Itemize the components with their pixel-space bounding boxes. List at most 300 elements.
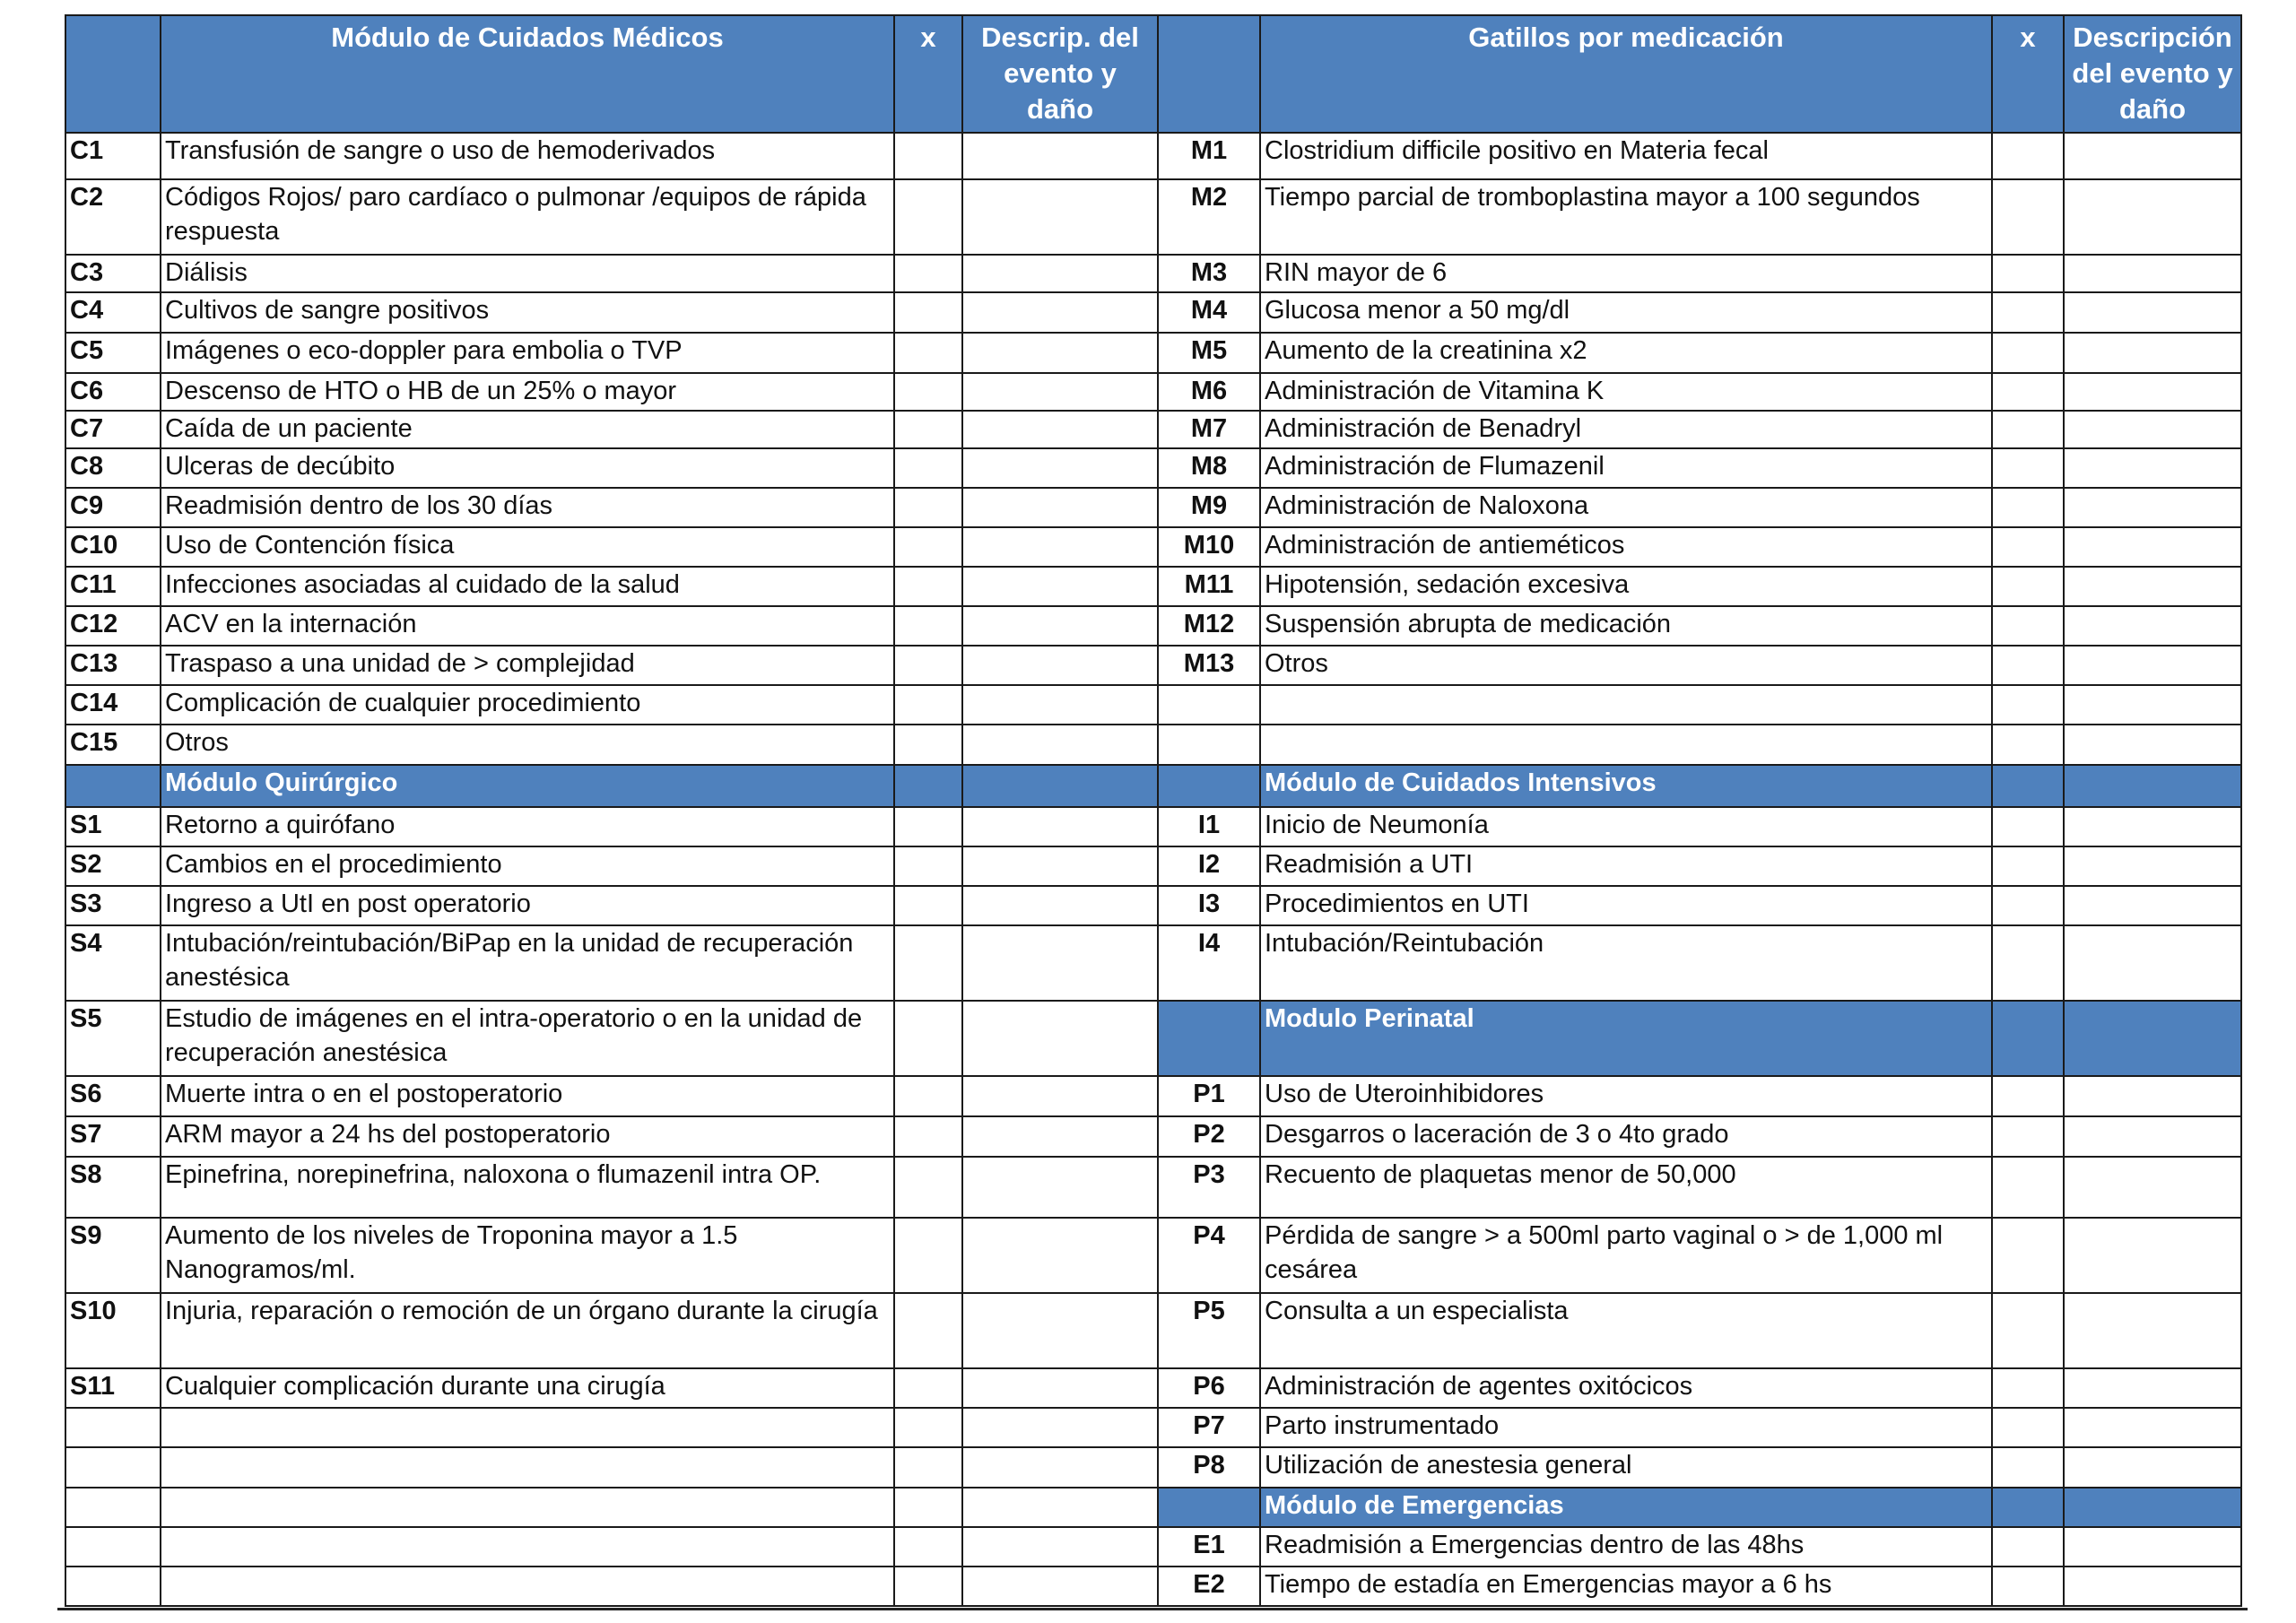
- empty-code-cell: [1158, 725, 1260, 765]
- trigger-code: S9: [65, 1218, 161, 1293]
- table-row: [65, 1488, 2241, 1527]
- event-description-cell[interactable]: [962, 1157, 1158, 1218]
- section-icu-x-cell: [1992, 765, 2064, 807]
- table-row: [65, 685, 2241, 725]
- table-row: [65, 807, 2241, 846]
- event-description-cell[interactable]: [962, 1293, 1158, 1368]
- trigger-description: Tiempo parcial de tromboplastina mayor a 100 segundos: [1260, 179, 1992, 255]
- section-surgical-code-cell: [65, 765, 161, 807]
- trigger-description: Complicación de cualquier procedimiento: [161, 685, 894, 725]
- event-description-cell[interactable]: [962, 1447, 1158, 1488]
- event-description-cell[interactable]: [2064, 1116, 2241, 1157]
- check-cell[interactable]: [1992, 1116, 2064, 1157]
- check-cell[interactable]: [1992, 685, 2064, 725]
- trigger-code: C6: [65, 373, 161, 411]
- trigger-description: Muerte intra o en el postoperatorio: [161, 1076, 894, 1116]
- check-cell[interactable]: [894, 179, 962, 255]
- trigger-description: Suspensión abrupta de medicación: [1260, 606, 1992, 646]
- trigger-code: C4: [65, 292, 161, 333]
- header-medical-title: Módulo de Cuidados Médicos: [161, 15, 894, 133]
- check-cell[interactable]: [894, 606, 962, 646]
- event-description-cell[interactable]: [962, 333, 1158, 373]
- check-cell[interactable]: [1992, 255, 2064, 292]
- trigger-description: Aumento de la creatinina x2: [1260, 333, 1992, 373]
- check-cell[interactable]: [894, 1076, 962, 1116]
- trigger-code: C14: [65, 685, 161, 725]
- trigger-code: M13: [1158, 646, 1260, 685]
- section-emergency-desc-cell: [2064, 1488, 2241, 1527]
- empty-code-cell: [65, 1447, 161, 1488]
- empty-code-cell: [65, 1408, 161, 1447]
- event-description-cell[interactable]: [2064, 1293, 2241, 1368]
- event-description-cell[interactable]: [962, 488, 1158, 527]
- trigger-code: M5: [1158, 333, 1260, 373]
- check-cell[interactable]: [894, 1408, 962, 1447]
- section-perinatal-x-cell: [1992, 1001, 2064, 1076]
- event-description-cell[interactable]: [962, 292, 1158, 333]
- section-icu-desc-cell: [2064, 765, 2241, 807]
- trigger-description: Parto instrumentado: [1260, 1408, 1992, 1447]
- event-description-cell[interactable]: [2064, 925, 2241, 1001]
- check-cell[interactable]: [1992, 1293, 2064, 1368]
- trigger-description: Administración de Benadryl: [1260, 411, 1992, 448]
- event-description-cell[interactable]: [2064, 725, 2241, 765]
- check-cell[interactable]: [1992, 925, 2064, 1001]
- section-icu-title: Módulo de Cuidados Intensivos: [1260, 765, 1992, 807]
- check-cell[interactable]: [1992, 527, 2064, 567]
- trigger-description: Otros: [161, 725, 894, 765]
- table-row: [65, 1527, 2241, 1567]
- header-left-x: x: [894, 15, 962, 133]
- trigger-table-sheet: [65, 14, 2240, 1607]
- check-cell[interactable]: [894, 448, 962, 488]
- header-row: [65, 15, 2241, 133]
- trigger-description: Intubación/reintubación/BiPap en la unidad de recuperación anestésica: [161, 925, 894, 1001]
- trigger-code: C10: [65, 527, 161, 567]
- check-cell[interactable]: [1992, 725, 2064, 765]
- trigger-code: M10: [1158, 527, 1260, 567]
- event-description-cell[interactable]: [2064, 846, 2241, 886]
- section-surgical-desc-cell: [962, 765, 1158, 807]
- empty-code-cell: [65, 1488, 161, 1527]
- trigger-description: Tiempo de estadía en Emergencias mayor a 6 hs: [1260, 1567, 1992, 1606]
- trigger-code: C2: [65, 179, 161, 255]
- event-description-cell[interactable]: [962, 411, 1158, 448]
- check-cell[interactable]: [894, 527, 962, 567]
- trigger-code: P8: [1158, 1447, 1260, 1488]
- trigger-code: C7: [65, 411, 161, 448]
- check-cell[interactable]: [1992, 1527, 2064, 1567]
- trigger-code: M7: [1158, 411, 1260, 448]
- trigger-code: S5: [65, 1001, 161, 1076]
- trigger-description: Ingreso a UtI en post operatorio: [161, 886, 894, 925]
- trigger-code: I3: [1158, 886, 1260, 925]
- trigger-description: Recuento de plaquetas menor de 50,000: [1260, 1157, 1992, 1218]
- trigger-description: Administración de antieméticos: [1260, 527, 1992, 567]
- trigger-description: Transfusión de sangre o uso de hemoderivados: [161, 133, 894, 179]
- trigger-description: ACV en la internación: [161, 606, 894, 646]
- trigger-code: M1: [1158, 133, 1260, 179]
- table-row: [65, 1293, 2241, 1368]
- trigger-description: Glucosa menor a 50 mg/dl: [1260, 292, 1992, 333]
- trigger-description: Descenso de HTO o HB de un 25% o mayor: [161, 373, 894, 411]
- event-description-cell[interactable]: [2064, 527, 2241, 567]
- trigger-code: P4: [1158, 1218, 1260, 1293]
- check-cell[interactable]: [894, 1488, 962, 1527]
- trigger-code: C3: [65, 255, 161, 292]
- trigger-description: Imágenes o eco-doppler para embolia o TVP: [161, 333, 894, 373]
- trigger-code: S6: [65, 1076, 161, 1116]
- trigger-code: M2: [1158, 179, 1260, 255]
- empty-description-cell: [161, 1567, 894, 1606]
- event-description-cell[interactable]: [2064, 1218, 2241, 1293]
- check-cell[interactable]: [1992, 1447, 2064, 1488]
- trigger-code: C9: [65, 488, 161, 527]
- check-cell[interactable]: [894, 1293, 962, 1368]
- trigger-description: RIN mayor de 6: [1260, 255, 1992, 292]
- empty-code-cell: [1158, 685, 1260, 725]
- trigger-description: Epinefrina, norepinefrina, naloxona o flumazenil intra OP.: [161, 1157, 894, 1218]
- trigger-code: C1: [65, 133, 161, 179]
- check-cell[interactable]: [1992, 1076, 2064, 1116]
- event-description-cell[interactable]: [962, 1567, 1158, 1606]
- trigger-description: Ulceras de decúbito: [161, 448, 894, 488]
- trigger-code: M6: [1158, 373, 1260, 411]
- event-description-cell[interactable]: [2064, 179, 2241, 255]
- event-description-cell[interactable]: [962, 925, 1158, 1001]
- table-row: [65, 606, 2241, 646]
- check-cell[interactable]: [894, 133, 962, 179]
- check-cell[interactable]: [894, 685, 962, 725]
- event-description-cell[interactable]: [962, 1527, 1158, 1567]
- event-description-cell[interactable]: [2064, 292, 2241, 333]
- event-description-cell[interactable]: [962, 1368, 1158, 1408]
- event-description-cell[interactable]: [962, 567, 1158, 606]
- check-cell[interactable]: [1992, 292, 2064, 333]
- trigger-description: Administración de agentes oxitócicos: [1260, 1368, 1992, 1408]
- table-row: [65, 1157, 2241, 1218]
- event-description-cell[interactable]: [2064, 1157, 2241, 1218]
- event-description-cell[interactable]: [962, 1408, 1158, 1447]
- event-description-cell[interactable]: [962, 1218, 1158, 1293]
- check-cell[interactable]: [1992, 606, 2064, 646]
- table-row: [65, 765, 2241, 807]
- table-row: [65, 411, 2241, 448]
- trigger-description: Inicio de Neumonía: [1260, 807, 1992, 846]
- event-description-cell[interactable]: [962, 179, 1158, 255]
- trigger-description: Administración de Flumazenil: [1260, 448, 1992, 488]
- check-cell[interactable]: [1992, 411, 2064, 448]
- check-cell[interactable]: [894, 846, 962, 886]
- event-description-cell[interactable]: [2064, 685, 2241, 725]
- check-cell[interactable]: [894, 1527, 962, 1567]
- event-description-cell[interactable]: [962, 646, 1158, 685]
- trigger-description: ARM mayor a 24 hs del postoperatorio: [161, 1116, 894, 1157]
- trigger-description: Desgarros o laceración de 3 o 4to grado: [1260, 1116, 1992, 1157]
- check-cell[interactable]: [1992, 807, 2064, 846]
- table-row: [65, 1567, 2241, 1606]
- trigger-description: Pérdida de sangre > a 500ml parto vaginal o > de 1,000 ml cesárea: [1260, 1218, 1992, 1293]
- check-cell[interactable]: [894, 292, 962, 333]
- trigger-description: Clostridium difficile positivo en Materia fecal: [1260, 133, 1992, 179]
- check-cell[interactable]: [1992, 179, 2064, 255]
- event-description-cell[interactable]: [962, 846, 1158, 886]
- table-row: [65, 292, 2241, 333]
- trigger-code: C15: [65, 725, 161, 765]
- trigger-description: Traspaso a una unidad de > complejidad: [161, 646, 894, 685]
- trigger-description: Procedimientos en UTI: [1260, 886, 1992, 925]
- empty-description-cell: [161, 1447, 894, 1488]
- trigger-code: C11: [65, 567, 161, 606]
- header-left-description: Descrip. del evento y daño: [962, 15, 1158, 133]
- table-row: [65, 1447, 2241, 1488]
- bottom-border-line: [57, 1608, 2248, 1610]
- section-icu-code-cell: [1158, 765, 1260, 807]
- event-description-cell[interactable]: [2064, 1368, 2241, 1408]
- trigger-code: S4: [65, 925, 161, 1001]
- table-row: [65, 725, 2241, 765]
- header-right-x: x: [1992, 15, 2064, 133]
- check-cell[interactable]: [894, 1001, 962, 1076]
- check-cell[interactable]: [894, 1567, 962, 1606]
- trigger-description: Utilización de anestesia general: [1260, 1447, 1992, 1488]
- trigger-code: C8: [65, 448, 161, 488]
- empty-description-cell: [1260, 685, 1992, 725]
- event-description-cell[interactable]: [2064, 133, 2241, 179]
- table-row: [65, 527, 2241, 567]
- event-description-cell[interactable]: [962, 1488, 1158, 1527]
- table-row: [65, 255, 2241, 292]
- empty-code-cell: [65, 1567, 161, 1606]
- check-cell[interactable]: [1992, 333, 2064, 373]
- table-row: [65, 646, 2241, 685]
- table-row: [65, 1408, 2241, 1447]
- trigger-description: Readmisión a UTI: [1260, 846, 1992, 886]
- trigger-description: Diálisis: [161, 255, 894, 292]
- check-cell[interactable]: [1992, 886, 2064, 925]
- table-row: [65, 567, 2241, 606]
- check-cell[interactable]: [894, 1447, 962, 1488]
- event-description-cell[interactable]: [2064, 373, 2241, 411]
- section-surgical-x-cell: [894, 765, 962, 807]
- check-cell[interactable]: [894, 255, 962, 292]
- section-perinatal-code-cell: [1158, 1001, 1260, 1076]
- event-description-cell[interactable]: [2064, 567, 2241, 606]
- trigger-description: Cambios en el procedimiento: [161, 846, 894, 886]
- event-description-cell[interactable]: [2064, 448, 2241, 488]
- event-description-cell[interactable]: [962, 133, 1158, 179]
- event-description-cell[interactable]: [2064, 646, 2241, 685]
- trigger-description: Consulta a un especialista: [1260, 1293, 1992, 1368]
- table-row: [65, 373, 2241, 411]
- event-description-cell[interactable]: [962, 807, 1158, 846]
- table-row: [65, 448, 2241, 488]
- trigger-description: Readmisión a Emergencias dentro de las 48hs: [1260, 1527, 1992, 1567]
- empty-description-cell: [161, 1408, 894, 1447]
- event-description-cell[interactable]: [2064, 1447, 2241, 1488]
- check-cell[interactable]: [1992, 646, 2064, 685]
- trigger-description: Retorno a quirófano: [161, 807, 894, 846]
- table-row: [65, 925, 2241, 1001]
- trigger-code: S7: [65, 1116, 161, 1157]
- trigger-description: Estudio de imágenes en el intra-operatorio o en la unidad de recuperación anestésica: [161, 1001, 894, 1076]
- table-row: [65, 179, 2241, 255]
- trigger-description: Códigos Rojos/ paro cardíaco o pulmonar /equipos de rápida respuesta: [161, 179, 894, 255]
- trigger-code: M9: [1158, 488, 1260, 527]
- empty-description-cell: [161, 1527, 894, 1567]
- check-cell[interactable]: [894, 646, 962, 685]
- trigger-code: P2: [1158, 1116, 1260, 1157]
- trigger-code: S8: [65, 1157, 161, 1218]
- trigger-code: P5: [1158, 1293, 1260, 1368]
- trigger-description: Hipotensión, sedación excesiva: [1260, 567, 1992, 606]
- header-medication-title: Gatillos por medicación: [1260, 15, 1992, 133]
- trigger-code: C13: [65, 646, 161, 685]
- empty-description-cell: [161, 1488, 894, 1527]
- trigger-code: P7: [1158, 1408, 1260, 1447]
- trigger-code: M12: [1158, 606, 1260, 646]
- check-cell[interactable]: [894, 373, 962, 411]
- check-cell[interactable]: [1992, 448, 2064, 488]
- section-emergency-code-cell: [1158, 1488, 1260, 1527]
- event-description-cell[interactable]: [962, 886, 1158, 925]
- check-cell[interactable]: [1992, 373, 2064, 411]
- event-description-cell[interactable]: [962, 255, 1158, 292]
- trigger-code: S11: [65, 1368, 161, 1408]
- trigger-description: Infecciones asociadas al cuidado de la salud: [161, 567, 894, 606]
- event-description-cell[interactable]: [962, 1116, 1158, 1157]
- trigger-description: Administración de Naloxona: [1260, 488, 1992, 527]
- event-description-cell[interactable]: [962, 527, 1158, 567]
- trigger-code: S3: [65, 886, 161, 925]
- trigger-description: Administración de Vitamina K: [1260, 373, 1992, 411]
- check-cell[interactable]: [1992, 567, 2064, 606]
- check-cell[interactable]: [894, 567, 962, 606]
- trigger-code: M4: [1158, 292, 1260, 333]
- trigger-code: P6: [1158, 1368, 1260, 1408]
- section-emergency-x-cell: [1992, 1488, 2064, 1527]
- trigger-code: S2: [65, 846, 161, 886]
- section-perinatal-title: Modulo Perinatal: [1260, 1001, 1992, 1076]
- trigger-code: I4: [1158, 925, 1260, 1001]
- header-code-cell: [1158, 15, 1260, 133]
- trigger-code: M11: [1158, 567, 1260, 606]
- check-cell[interactable]: [894, 1218, 962, 1293]
- check-cell[interactable]: [894, 1116, 962, 1157]
- check-cell[interactable]: [1992, 1157, 2064, 1218]
- trigger-description: Uso de Contención física: [161, 527, 894, 567]
- trigger-description: Readmisión dentro de los 30 días: [161, 488, 894, 527]
- event-description-cell[interactable]: [962, 448, 1158, 488]
- empty-code-cell: [65, 1527, 161, 1567]
- check-cell[interactable]: [894, 333, 962, 373]
- event-description-cell[interactable]: [2064, 1408, 2241, 1447]
- check-cell[interactable]: [894, 1368, 962, 1408]
- check-cell[interactable]: [1992, 488, 2064, 527]
- event-description-cell[interactable]: [2064, 1567, 2241, 1606]
- table-row: [65, 886, 2241, 925]
- trigger-code: E2: [1158, 1567, 1260, 1606]
- check-cell[interactable]: [894, 725, 962, 765]
- trigger-code: C12: [65, 606, 161, 646]
- trigger-code: P3: [1158, 1157, 1260, 1218]
- check-cell[interactable]: [1992, 1218, 2064, 1293]
- table-row: [65, 1076, 2241, 1116]
- event-description-cell[interactable]: [2064, 807, 2241, 846]
- check-cell[interactable]: [894, 1157, 962, 1218]
- event-description-cell[interactable]: [2064, 255, 2241, 292]
- section-emergency-title: Módulo de Emergencias: [1260, 1488, 1992, 1527]
- table-row: [65, 1116, 2241, 1157]
- event-description-cell[interactable]: [2064, 886, 2241, 925]
- section-surgical-title: Módulo Quirúrgico: [161, 765, 894, 807]
- table-row: [65, 488, 2241, 527]
- check-cell[interactable]: [1992, 1368, 2064, 1408]
- table-row: [65, 333, 2241, 373]
- check-cell[interactable]: [1992, 133, 2064, 179]
- section-perinatal-desc-cell: [2064, 1001, 2241, 1076]
- trigger-description: Otros: [1260, 646, 1992, 685]
- trigger-code: M3: [1158, 255, 1260, 292]
- event-description-cell[interactable]: [2064, 333, 2241, 373]
- event-description-cell[interactable]: [962, 685, 1158, 725]
- event-description-cell[interactable]: [962, 1001, 1158, 1076]
- event-description-cell[interactable]: [2064, 488, 2241, 527]
- trigger-description: Aumento de los niveles de Troponina mayor a 1.5 Nanogramos/ml.: [161, 1218, 894, 1293]
- event-description-cell[interactable]: [962, 373, 1158, 411]
- event-description-cell[interactable]: [2064, 1527, 2241, 1567]
- check-cell[interactable]: [1992, 1408, 2064, 1447]
- event-description-cell[interactable]: [2064, 411, 2241, 448]
- check-cell[interactable]: [894, 488, 962, 527]
- event-description-cell[interactable]: [962, 1076, 1158, 1116]
- trigger-code: I2: [1158, 846, 1260, 886]
- trigger-code: C5: [65, 333, 161, 373]
- check-cell[interactable]: [1992, 846, 2064, 886]
- table-row: [65, 846, 2241, 886]
- table-row: [65, 133, 2241, 179]
- trigger-code: M8: [1158, 448, 1260, 488]
- trigger-code: E1: [1158, 1527, 1260, 1567]
- trigger-table: [65, 14, 2242, 1607]
- event-description-cell[interactable]: [2064, 1076, 2241, 1116]
- trigger-code: I1: [1158, 807, 1260, 846]
- table-row: [65, 1368, 2241, 1408]
- trigger-description: Intubación/Reintubación: [1260, 925, 1992, 1001]
- table-row: [65, 1001, 2241, 1076]
- event-description-cell[interactable]: [962, 725, 1158, 765]
- check-cell[interactable]: [1992, 1567, 2064, 1606]
- header-code-cell: [65, 15, 161, 133]
- check-cell[interactable]: [894, 411, 962, 448]
- trigger-description: Cultivos de sangre positivos: [161, 292, 894, 333]
- empty-description-cell: [1260, 725, 1992, 765]
- header-right-description: Descripción del evento y daño: [2064, 15, 2241, 133]
- trigger-code: S10: [65, 1293, 161, 1368]
- trigger-code: P1: [1158, 1076, 1260, 1116]
- trigger-description: Injuria, reparación o remoción de un órgano durante la cirugía: [161, 1293, 894, 1368]
- check-cell[interactable]: [894, 807, 962, 846]
- trigger-description: Caída de un paciente: [161, 411, 894, 448]
- check-cell[interactable]: [894, 886, 962, 925]
- trigger-description: Cualquier complicación durante una cirugía: [161, 1368, 894, 1408]
- table-row: [65, 1218, 2241, 1293]
- trigger-description: Uso de Uteroinhibidores: [1260, 1076, 1992, 1116]
- trigger-code: S1: [65, 807, 161, 846]
- check-cell[interactable]: [894, 925, 962, 1001]
- event-description-cell[interactable]: [2064, 606, 2241, 646]
- event-description-cell[interactable]: [962, 606, 1158, 646]
